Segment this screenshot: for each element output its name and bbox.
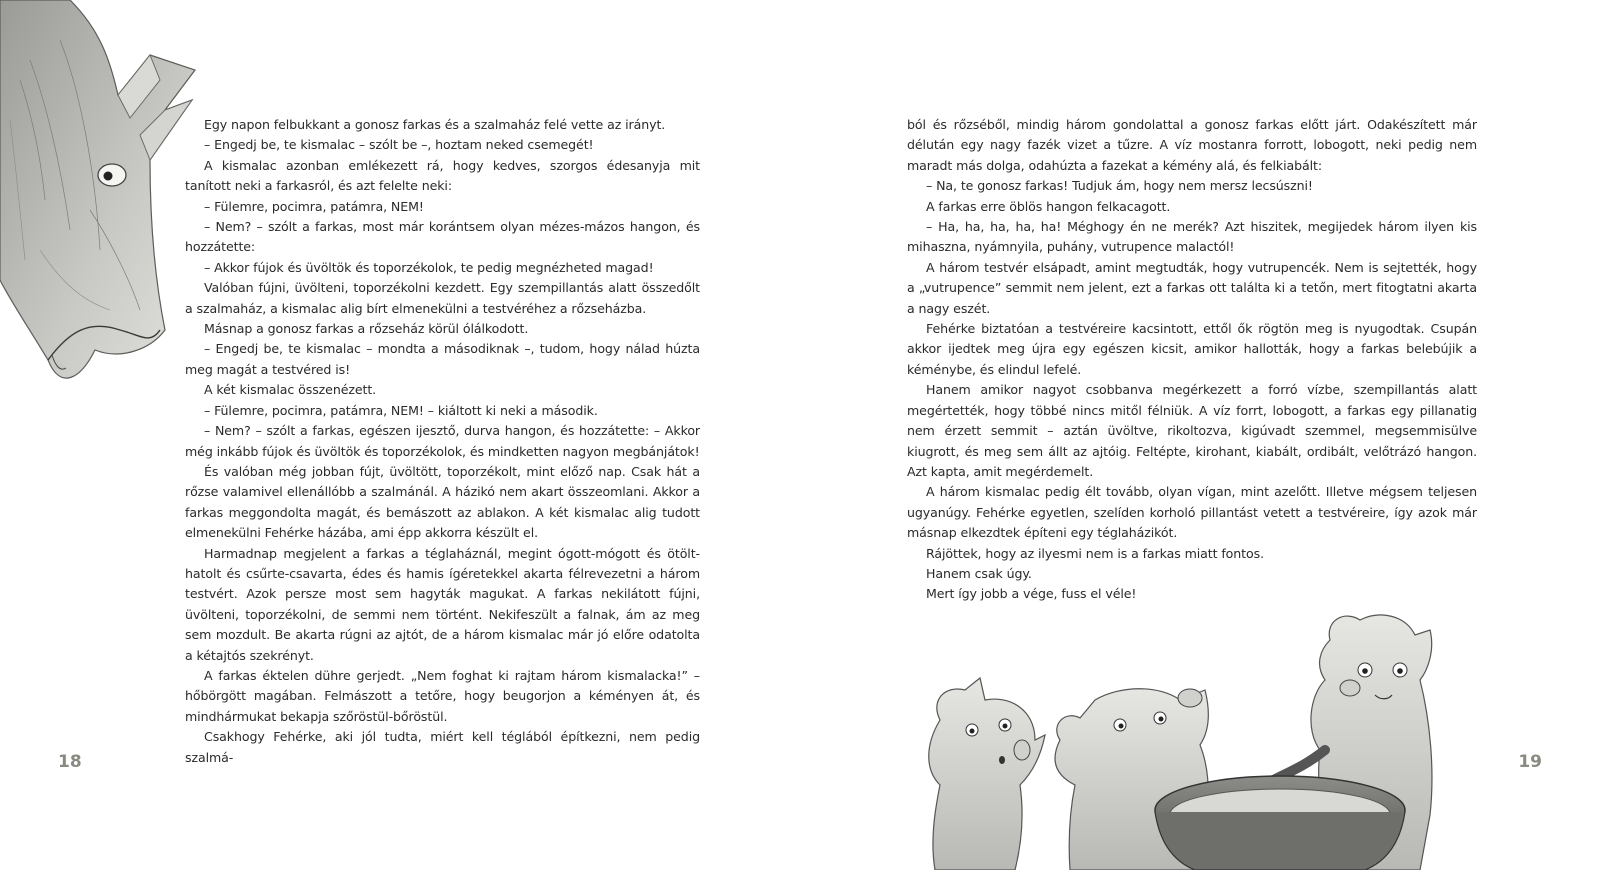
paragraph: A három kismalac pedig élt tovább, olyan vígan, mint azelőtt. Illetve mégsem teljesen ugyanúgy. Fehérke egyetlen, szelíden korholó pillantást vetett a testvéreire, így azok már másnap elkezdtek építeni egy téglaházikót. xyxy=(907,484,1477,541)
wolf-illustration xyxy=(0,0,205,390)
left-text-column xyxy=(185,115,700,768)
paragraph: – Ha, ha, ha, ha, ha! Méghogy én ne merék? Azt hiszitek, megijedek három ilyen kis mihaszna, nyámnyila, puhány, vutrupence malactól! xyxy=(907,219,1477,255)
right-text-column xyxy=(907,115,1477,605)
paragraph: – Fülemre, pocimra, patámra, NEM! xyxy=(204,198,424,214)
right-page xyxy=(800,0,1600,870)
paragraph: Egy napon felbukkant a gonosz farkas és a szalmaház felé vette az irányt. xyxy=(204,117,666,132)
paragraph: És valóban még jobban fújt, üvöltött, toporzékolt, mint előző nap. Csak hát a rőzse valamivel ellenállóbb a szalmánál. A házikó nem akart összeomlani. Akkor a farkas meggondolta magát, és bemászott az ablakon. A két kismalac alig tudott elmenekülni Fehérke házába, ami épp akkorra készült el. xyxy=(185,463,700,541)
paragraph: – Engedj be, te kismalac – mondta a másodiknak –, tudom, hogy nálad húzta meg magát a testvéred is! xyxy=(185,341,700,377)
pigs-illustration xyxy=(910,600,1470,870)
paragraph: – Fülemre, pocimra, patámra, NEM! – kiáltott ki neki a második. xyxy=(204,402,598,418)
paragraph: A farkas éktelen dühre gerjedt. „Nem foghat ki rajtam három kismalacka!” – hőbörgött magában. Felmászott a tetőre, hogy beugorjon a kéményen át, és mindhármukat bekapja szőröstül-bőröstül. xyxy=(185,667,700,724)
paragraph: – Akkor fújok és üvöltök és toporzékolok, te pedig megnézheted magad! xyxy=(204,259,654,275)
paragraph: A két kismalac összenézett. xyxy=(204,382,377,398)
paragraph: Valóban fújni, üvölteni, toporzékolni kezdett. Egy szempillantás alatt összedőlt a szalmaház, a kismalac alig bírt elmenekülni a testvéréhez a rőzseházba. xyxy=(185,280,700,316)
paragraph: Másnap a gonosz farkas a rőzseház körül ólálkodott. xyxy=(204,321,529,337)
paragraph: Rájöttek, hogy az ilyesmi nem is a farkas miatt fontos. xyxy=(926,545,1264,561)
paragraph: – Nem? – szólt a farkas, egészen ijesztő, durva hangon, és hozzátette: – Akkor még inkább fújok és üvöltök és toporzékolok, és mindketten nagyon megbánjátok! xyxy=(185,423,700,459)
paragraph: Hanem csak úgy. xyxy=(926,565,1032,581)
page-number-left: 18 xyxy=(58,752,82,772)
paragraph: – Engedj be, te kismalac – szólt be –, hoztam neked csemegét! xyxy=(204,137,594,153)
page-number-right: 19 xyxy=(1518,752,1542,772)
paragraph: ból és rőzséből, mindig három gondolattal a gonosz farkas előtt járt. Odakészített már délután egy nagy fazék vizet a tűzre. A víz mostanra forrott, lobogott, neki pedig nem maradt más dolga, odahúzta a fazekat a kémény alá, és felkiabált: xyxy=(907,117,1477,173)
paragraph: A három testvér elsápadt, amint megtudták, hogy vutrupencék. Nem is sejtették, hogy a „vutrupence” semmit nem jelent, ezt a farkas ott találta ki a tetőn, mert fitogtatni akarta a nagy eszét. xyxy=(907,259,1477,316)
paragraph: – Na, te gonosz farkas! Tudjuk ám, hogy nem mersz lecsúszni! xyxy=(926,178,1313,194)
paragraph: Hanem amikor nagyot csobbanva megérkezett a forró vízbe, szempillantás alatt megértették, hogy többé nincs mitől félniük. A víz forrt, lobogott, a farkas egy pillanatig nem érzett semmit – aztán üvöltve, rikoltozva, kigúvadt szemmel, megsemmisülve kiugrott, és meg sem állt az ajtóig. Feltépte, kirohant, kiabált, ordibált, velőtrázó hangon. Azt kapta, amit megérdemelt. xyxy=(907,382,1477,479)
paragraph: Csakhogy Fehérke, aki jól tudta, miért kell téglából építkezni, nem pedig szalmá- xyxy=(185,729,700,765)
paragraph: A kismalac azonban emlékezett rá, hogy kedves, szorgos édesanyja mit tanított neki a farkasról, és azt felelte neki: xyxy=(185,157,700,194)
paragraph: – Nem? – szólt a farkas, most már korántsem olyan mézes-mázos hangon, és hozzátette: xyxy=(185,219,700,255)
paragraph: A farkas erre öblös hangon felkacagott. xyxy=(926,198,1171,214)
paragraph: Fehérke biztatóan a testvéreire kacsintott, ettől ők rögtön meg is nyugodtak. Csupán akkor ijedtek meg újra egy egészen kicsit, amikor hallották, hogy a farkas belebújik a kéménybe, és elindul lefelé. xyxy=(907,321,1477,377)
paragraph: Harmadnap megjelent a farkas a téglaháznál, megint ógott-mógott és ötölt-hatolt és csűrte-csavarta, édes és hamis ígéretekkel akarta félrevezetni a három testvért. Azok persze most sem hagyták magukat. A farkas nekilátott fújni, üvölteni, toporzékolni, de semmi nem történt. Nekifeszült a falnak, ám az meg sem mozdult. Be akarta rúgni az ajtót, de a három kismalac már jó előre odatolta a kétajtós szekrényt. xyxy=(185,545,700,663)
paragraph: Mert így jobb a vége, fuss el véle! xyxy=(926,586,1137,602)
